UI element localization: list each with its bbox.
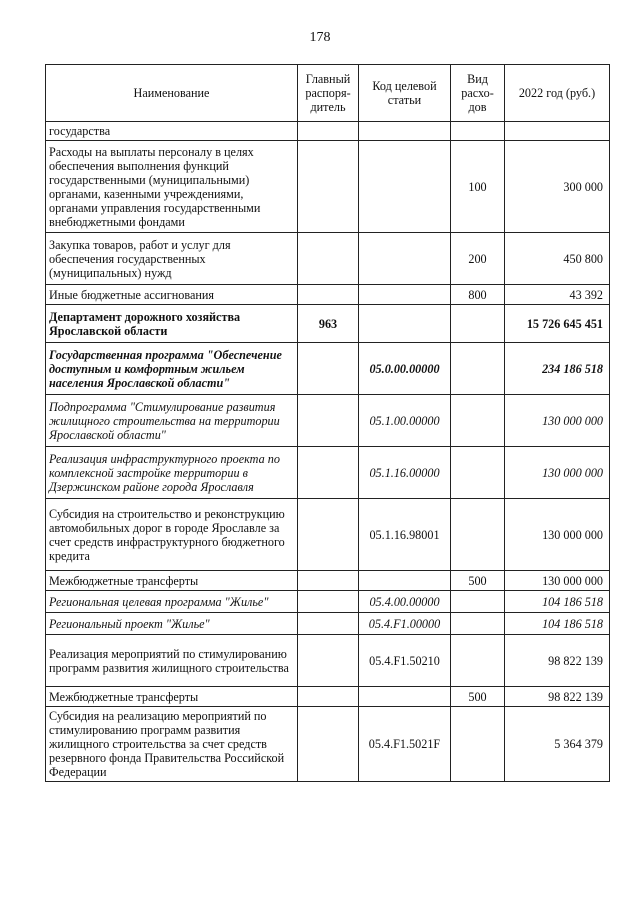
row-manager — [298, 141, 359, 233]
row-amount: 15 726 645 451 — [505, 305, 610, 343]
row-name: Субсидия на реализацию мероприятий по стимулированию программ развития жилищного строительства за счет средств резервного фонда Правительства Российской Федерации — [46, 707, 298, 782]
row-amount: 450 800 — [505, 233, 610, 285]
row-manager — [298, 687, 359, 707]
row-code — [359, 285, 451, 305]
header-manager: Главный распоря-дитель — [298, 65, 359, 122]
table-row — [46, 395, 610, 447]
table-row — [46, 343, 610, 395]
row-name: Подпрограмма "Стимулирование развития жилищного строительства на территории Ярославской области" — [46, 395, 298, 447]
row-manager — [298, 635, 359, 687]
table-row — [46, 635, 610, 687]
page-number: 178 — [309, 30, 331, 45]
row-type: 800 — [451, 285, 505, 305]
row-name: Региональный проект "Жилье" — [46, 613, 298, 635]
row-name: Субсидия на строительство и реконструкцию автомобильных дорог в городе Ярославле за счет средств инфраструктурного бюджетного кредита — [46, 499, 298, 571]
table-row — [46, 233, 610, 285]
row-manager — [298, 395, 359, 447]
row-amount: 130 000 000 — [505, 499, 610, 571]
table-row — [46, 285, 610, 305]
row-type — [451, 635, 505, 687]
row-code: 05.4.F1.5021F — [359, 707, 451, 782]
row-type — [451, 343, 505, 395]
row-type — [451, 122, 505, 141]
budget-table — [45, 64, 610, 782]
row-type — [451, 613, 505, 635]
table-row — [46, 141, 610, 233]
row-code — [359, 233, 451, 285]
table-header-row — [46, 65, 610, 122]
row-name: Региональная целевая программа "Жилье" — [46, 591, 298, 613]
row-manager — [298, 343, 359, 395]
table-row — [46, 122, 610, 141]
row-code: 05.1.00.00000 — [359, 395, 451, 447]
row-code: 05.4.F1.50210 — [359, 635, 451, 687]
row-amount: 5 364 379 — [505, 707, 610, 782]
row-amount: 130 000 000 — [505, 395, 610, 447]
row-type — [451, 305, 505, 343]
row-type: 200 — [451, 233, 505, 285]
row-code — [359, 122, 451, 141]
row-amount: 130 000 000 — [505, 571, 610, 591]
row-code: 05.4.00.00000 — [359, 591, 451, 613]
row-type — [451, 447, 505, 499]
row-manager — [298, 233, 359, 285]
row-manager — [298, 591, 359, 613]
row-type — [451, 591, 505, 613]
row-name: Реализация инфраструктурного проекта по комплексной застройке территории в Дзержинском районе города Ярославля — [46, 447, 298, 499]
row-code — [359, 687, 451, 707]
row-manager — [298, 499, 359, 571]
row-name: Реализация мероприятий по стимулированию программ развития жилищного строительства — [46, 635, 298, 687]
row-type — [451, 499, 505, 571]
row-manager — [298, 571, 359, 591]
row-name: Межбюджетные трансферты — [46, 687, 298, 707]
row-name: Департамент дорожного хозяйства Ярославской области — [46, 305, 298, 343]
row-amount: 234 186 518 — [505, 343, 610, 395]
table-row — [46, 305, 610, 343]
header-code: Код целевой статьи — [359, 65, 451, 122]
row-name: Расходы на выплаты персоналу в целях обеспечения выполнения функций государственными (муниципальными) органами, казенными учреждениями, органами управления государственными внебюджетными фондами — [46, 141, 298, 233]
table-row — [46, 613, 610, 635]
table-row — [46, 571, 610, 591]
table-row — [46, 687, 610, 707]
row-code: 05.4.F1.00000 — [359, 613, 451, 635]
row-code: 05.0.00.00000 — [359, 343, 451, 395]
table-row — [46, 707, 610, 782]
row-amount: 43 392 — [505, 285, 610, 305]
row-amount: 98 822 139 — [505, 635, 610, 687]
header-name: Наименование — [46, 65, 298, 122]
row-amount: 98 822 139 — [505, 687, 610, 707]
header-amount: 2022 год (руб.) — [505, 65, 610, 122]
row-amount: 130 000 000 — [505, 447, 610, 499]
row-name: Закупка товаров, работ и услуг для обеспечения государственных (муниципальных) нужд — [46, 233, 298, 285]
row-manager — [298, 707, 359, 782]
row-code — [359, 141, 451, 233]
row-name: Государственная программа "Обеспечение доступным и комфортным жильем населения Ярославской области" — [46, 343, 298, 395]
table-row — [46, 447, 610, 499]
table-row — [46, 499, 610, 571]
row-code — [359, 571, 451, 591]
row-amount: 104 186 518 — [505, 591, 610, 613]
row-amount — [505, 122, 610, 141]
header-type: Вид расхо-дов — [451, 65, 505, 122]
row-amount: 104 186 518 — [505, 613, 610, 635]
row-code — [359, 305, 451, 343]
row-code: 05.1.16.98001 — [359, 499, 451, 571]
row-name: Иные бюджетные ассигнования — [46, 285, 298, 305]
row-manager — [298, 285, 359, 305]
row-name: Межбюджетные трансферты — [46, 571, 298, 591]
row-manager — [298, 122, 359, 141]
row-manager — [298, 613, 359, 635]
table-row — [46, 591, 610, 613]
row-code: 05.1.16.00000 — [359, 447, 451, 499]
row-type: 100 — [451, 141, 505, 233]
row-type — [451, 707, 505, 782]
row-amount: 300 000 — [505, 141, 610, 233]
row-type: 500 — [451, 687, 505, 707]
row-manager: 963 — [298, 305, 359, 343]
row-type: 500 — [451, 571, 505, 591]
row-manager — [298, 447, 359, 499]
table-body — [46, 122, 610, 782]
row-name: государства — [46, 122, 298, 141]
row-type — [451, 395, 505, 447]
